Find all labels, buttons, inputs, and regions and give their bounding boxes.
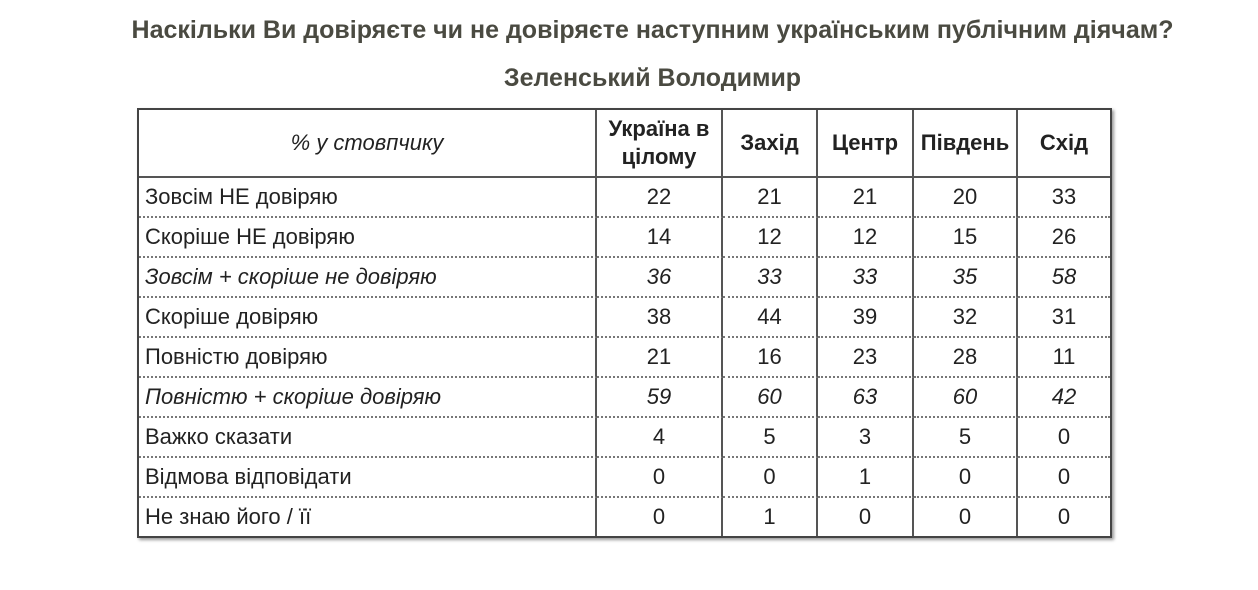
column-header-south: Південь [914,110,1018,178]
table-cell: 12 [818,218,914,258]
table-row [139,498,1110,536]
table-cell: 0 [914,498,1018,536]
table-cell: 0 [818,498,914,536]
table-cell: 15 [914,218,1018,258]
results-table-container [137,108,1112,538]
table-cell: 22 [597,178,723,218]
table-cell: 0 [914,458,1018,498]
table-cell: 21 [597,338,723,378]
column-header-center: Центр [818,110,914,178]
table-row [139,178,1110,218]
row-label: Відмова відповідати [139,458,597,498]
table-cell: 3 [818,418,914,458]
table-cell: 35 [914,258,1018,298]
table-cell: 23 [818,338,914,378]
table-header-row [139,110,1110,178]
row-label: Скоріше довіряю [139,298,597,338]
question-title: Наскільки Ви довіряєте чи не довіряєте наступним українським публічним діячам? [131,16,1174,44]
table-cell: 11 [1018,338,1110,378]
table-cell: 1 [818,458,914,498]
row-label: Повністю + скоріше довіряю [139,378,597,418]
table-cell: 59 [597,378,723,418]
column-header-east: Схід [1018,110,1110,178]
table-cell: 0 [597,458,723,498]
subject-title: Зеленський Володимир [503,64,802,92]
table-cell: 60 [914,378,1018,418]
table-cell: 21 [723,178,818,218]
table-cell: 33 [1018,178,1110,218]
row-label: Не знаю його / її [139,498,597,536]
table-cell: 0 [1018,458,1110,498]
column-header-corner: % у стовпчику [139,110,597,178]
row-label: Зовсім НЕ довіряю [139,178,597,218]
table-cell: 26 [1018,218,1110,258]
row-label: Повністю довіряю [139,338,597,378]
table-row [139,378,1110,418]
table-cell: 33 [723,258,818,298]
table-row [139,258,1110,298]
table-row [139,298,1110,338]
table-cell: 0 [597,498,723,536]
table-cell: 44 [723,298,818,338]
column-header-west: Захід [723,110,818,178]
table-cell: 16 [723,338,818,378]
table-row [139,218,1110,258]
table-cell: 32 [914,298,1018,338]
table-cell: 0 [1018,418,1110,458]
table-cell: 33 [818,258,914,298]
table-cell: 36 [597,258,723,298]
table-cell: 28 [914,338,1018,378]
table-cell: 38 [597,298,723,338]
table-cell: 12 [723,218,818,258]
table-cell: 1 [723,498,818,536]
table-cell: 63 [818,378,914,418]
table-row [139,458,1110,498]
table-row [139,418,1110,458]
table-cell: 0 [1057,504,1071,529]
table-cell: 58 [1018,258,1110,298]
table-cell: 31 [1018,298,1110,338]
table-cell: 21 [818,178,914,218]
table-cell: 0 [723,458,818,498]
table-cell: 20 [914,178,1018,218]
table-cell: 42 [1018,378,1110,418]
table-row [139,338,1110,378]
row-label: Зовсім + скоріше не довіряю [139,258,597,298]
table-cell: 5 [723,418,818,458]
table-cell: 60 [723,378,818,418]
table-cell: 5 [914,418,1018,458]
results-table [137,108,1112,538]
row-label: Важко сказати [139,418,597,458]
column-header-ukraine: Україна в цілому [597,110,723,178]
table-cell: 39 [818,298,914,338]
table-cell: 4 [597,418,723,458]
table-cell: 14 [597,218,723,258]
table-body [139,178,1110,536]
row-label: Скоріше НЕ довіряю [139,218,597,258]
